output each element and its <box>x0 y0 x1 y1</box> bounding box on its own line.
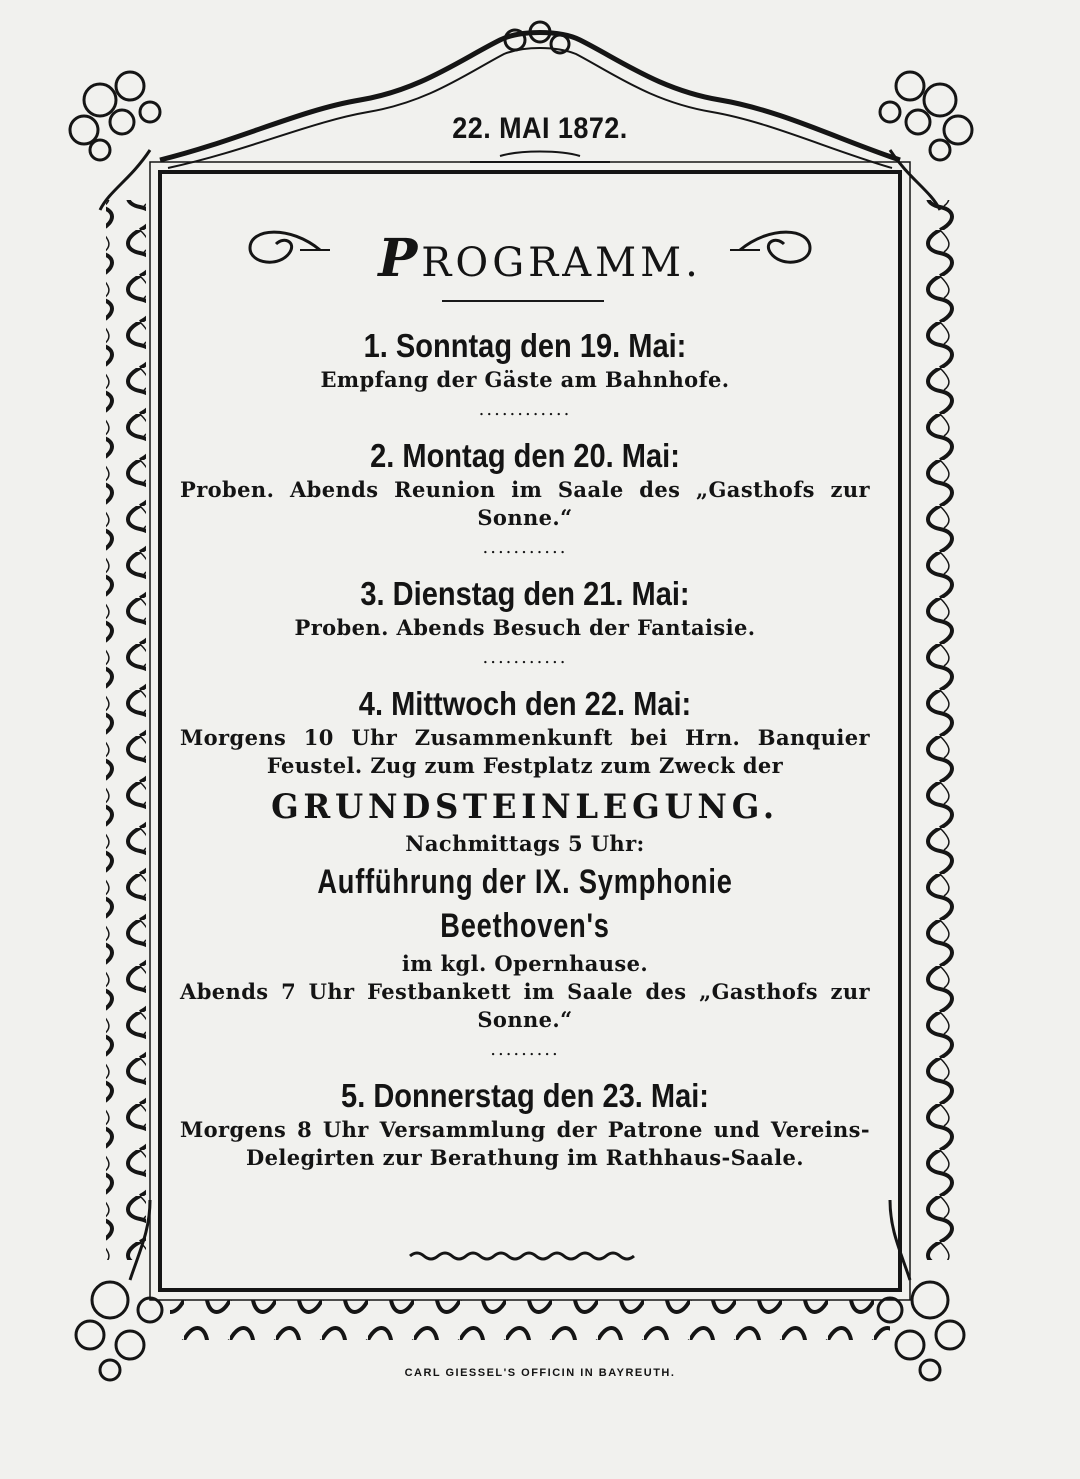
day-5 <box>180 1076 870 1172</box>
bottom-chain-ornament <box>170 1300 890 1340</box>
program-content <box>180 326 870 1172</box>
symphony-performance: Aufführung der IX. Symphonie Beethoven's <box>317 863 733 945</box>
right-chain-ornament <box>914 200 954 1260</box>
opera-house-line: im kgl. Opernhause. <box>401 951 649 976</box>
day-heading: 5. Donnerstag den 23. Mai: <box>341 1077 709 1114</box>
separator-dots: ........... <box>482 537 568 558</box>
day-description: Morgens 8 Uhr Versammlung der Patrone und Vereins-Delegirten zur Berathung im Rathhaus-Saale. <box>180 1117 870 1170</box>
day-1 <box>180 326 870 420</box>
day-heading: 1. Sonntag den 19. Mai: <box>363 327 687 364</box>
afternoon-time: Nachmittags 5 Uhr: <box>405 831 645 856</box>
title-initial: P <box>378 228 422 289</box>
day-heading: 2. Montag den 20. Mai: <box>370 437 680 474</box>
title-rule <box>442 300 604 302</box>
day-description: Proben. Abends Besuch der Fantaisie. <box>294 615 756 640</box>
day-4 <box>180 684 870 1060</box>
foundation-stone-heading: GRUNDSTEINLEGUNG. <box>271 787 779 827</box>
day-3 <box>180 574 870 668</box>
printer-imprint: CARL GIESSEL'S OFFICIN IN BAYREUTH. <box>404 1367 676 1379</box>
separator-dots: ........... <box>482 647 568 668</box>
separator-dots: ............ <box>478 399 572 420</box>
day-heading: 3. Dienstag den 21. Mai: <box>360 575 690 612</box>
left-chain-ornament <box>106 200 146 1260</box>
banquet-line: Abends 7 Uhr Festbankett im Saale des „Gasthofs zur Sonne.“ <box>180 979 870 1032</box>
day-description: Proben. Abends Reunion im Saale des „Gasthofs zur Sonne.“ <box>180 477 870 530</box>
closing-wave-line <box>410 1253 634 1259</box>
day-description: Empfang der Gäste am Bahnhofe. <box>320 367 730 392</box>
day-heading: 4. Mittwoch den 22. Mai: <box>358 685 692 722</box>
day-description: Morgens 10 Uhr Zusammenkunft bei Hrn. Banquier Feustel. Zug zum Festplatz zum Zweck der <box>180 725 870 778</box>
separator-dots: ......... <box>490 1039 560 1060</box>
program-title <box>0 228 1080 289</box>
title-rest: ROGRAMM. <box>421 240 702 286</box>
program-date: 22. MAI 1872. <box>452 112 628 145</box>
day-2 <box>180 436 870 558</box>
